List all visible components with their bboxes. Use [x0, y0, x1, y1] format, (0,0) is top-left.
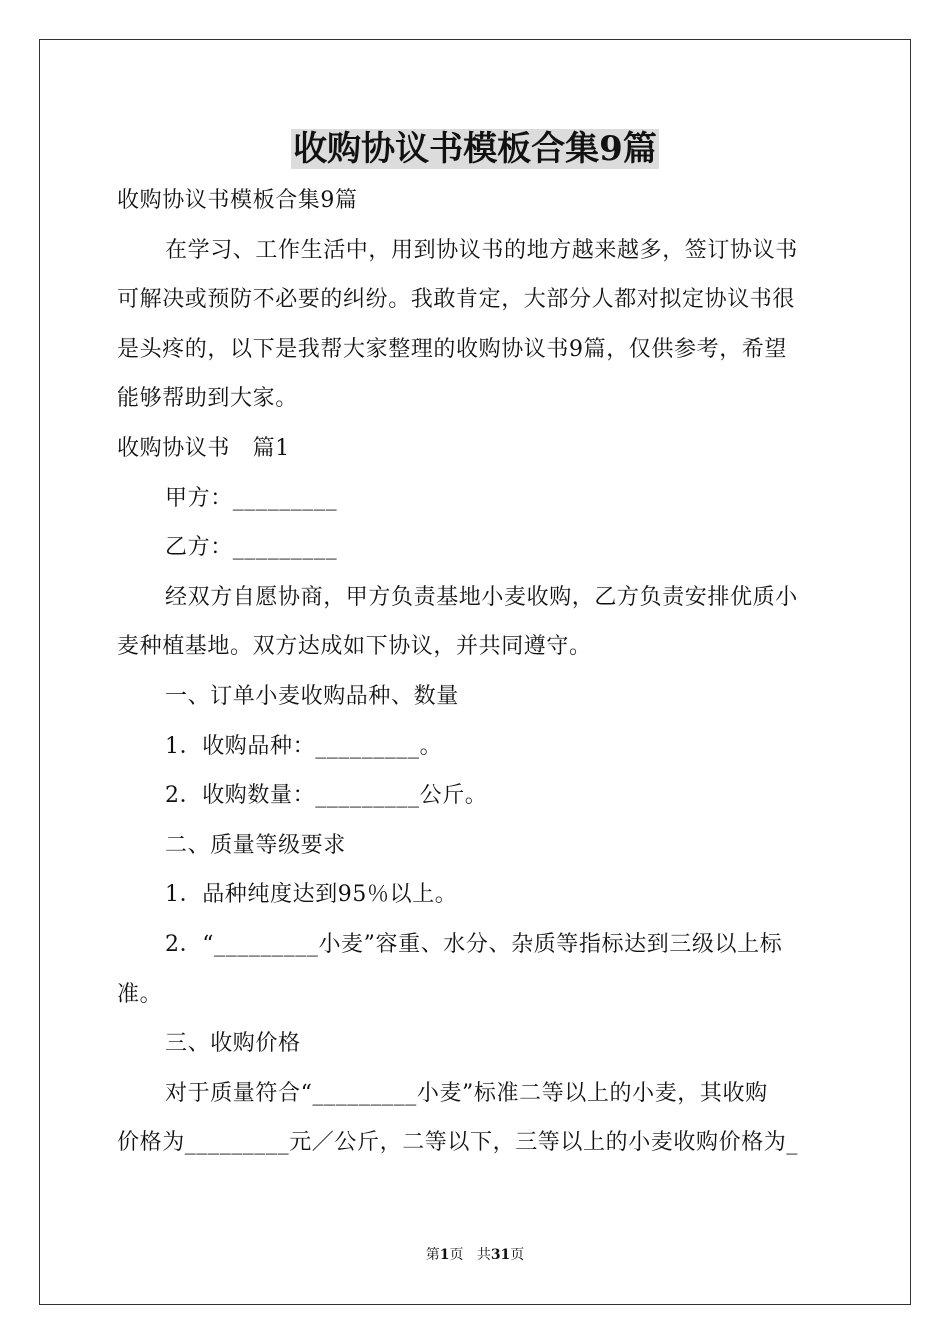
clause-3-line-1: 对于质量符合“_________小麦”标准二等以上的小麦，其收购 — [165, 1080, 768, 1106]
intro-line-3: 是头疼的，以下是我帮大家整理的收购协议书9篇，仅供参考，希望 — [117, 336, 787, 362]
footer-total-prefix: 共 — [476, 1247, 491, 1263]
party-a-line: 甲方：_________ — [165, 485, 338, 511]
clause-2-heading: 二、质量等级要求 — [165, 832, 346, 858]
party-b-line: 乙方：_________ — [165, 535, 338, 561]
document-title-text: 收购协议书模板合集9篇 — [293, 129, 657, 169]
clause-3-line-2: 价格为_________元／公斤，二等以下，三等以上的小麦收购价格为_ — [117, 1130, 799, 1156]
intro-line-2: 可解决或预防不必要的纠纷。我敢肯定，大部分人都对拟定协议书很 — [117, 287, 796, 313]
clause-1-item-1: 1．收购品种：_________。 — [165, 733, 443, 759]
clause-2-item-2-line-2: 准。 — [117, 981, 163, 1007]
clause-3-heading: 三、收购价格 — [165, 1031, 301, 1057]
clause-2-item-2-line-1: 2．“_________小麦”容重、水分、杂质等指标达到三级以上标 — [165, 931, 783, 957]
footer-page-suffix: 页 — [449, 1247, 464, 1263]
intro-line-4: 能够帮助到大家。 — [117, 386, 298, 412]
footer-page-prefix: 第 — [425, 1247, 440, 1263]
page-footer — [0, 1245, 950, 1265]
intro-line-1: 在学习、工作生活中，用到协议书的地方越来越多，签订协议书 — [165, 237, 798, 263]
document-subtitle: 收购协议书模板合集9篇 — [117, 188, 358, 213]
footer-total-pages: 31 — [490, 1247, 511, 1263]
clause-2-item-1: 1．品种纯度达到95％以上。 — [165, 882, 458, 908]
footer-page-number: 1 — [439, 1247, 450, 1263]
document-body — [117, 176, 835, 1168]
agreement-line-1: 经双方自愿协商，甲方负责基地小麦收购，乙方负责安排优质小 — [165, 584, 798, 610]
section-heading: 收购协议书 篇1 — [117, 435, 290, 461]
clause-1-item-2: 2．收购数量：_________公斤。 — [165, 783, 488, 809]
agreement-line-2: 麦种植基地。双方达成如下协议，并共同遵守。 — [117, 634, 592, 660]
clause-1-heading: 一、订单小麦收购品种、数量 — [165, 683, 459, 709]
footer-total-suffix: 页 — [510, 1247, 525, 1263]
document-title — [0, 126, 950, 172]
